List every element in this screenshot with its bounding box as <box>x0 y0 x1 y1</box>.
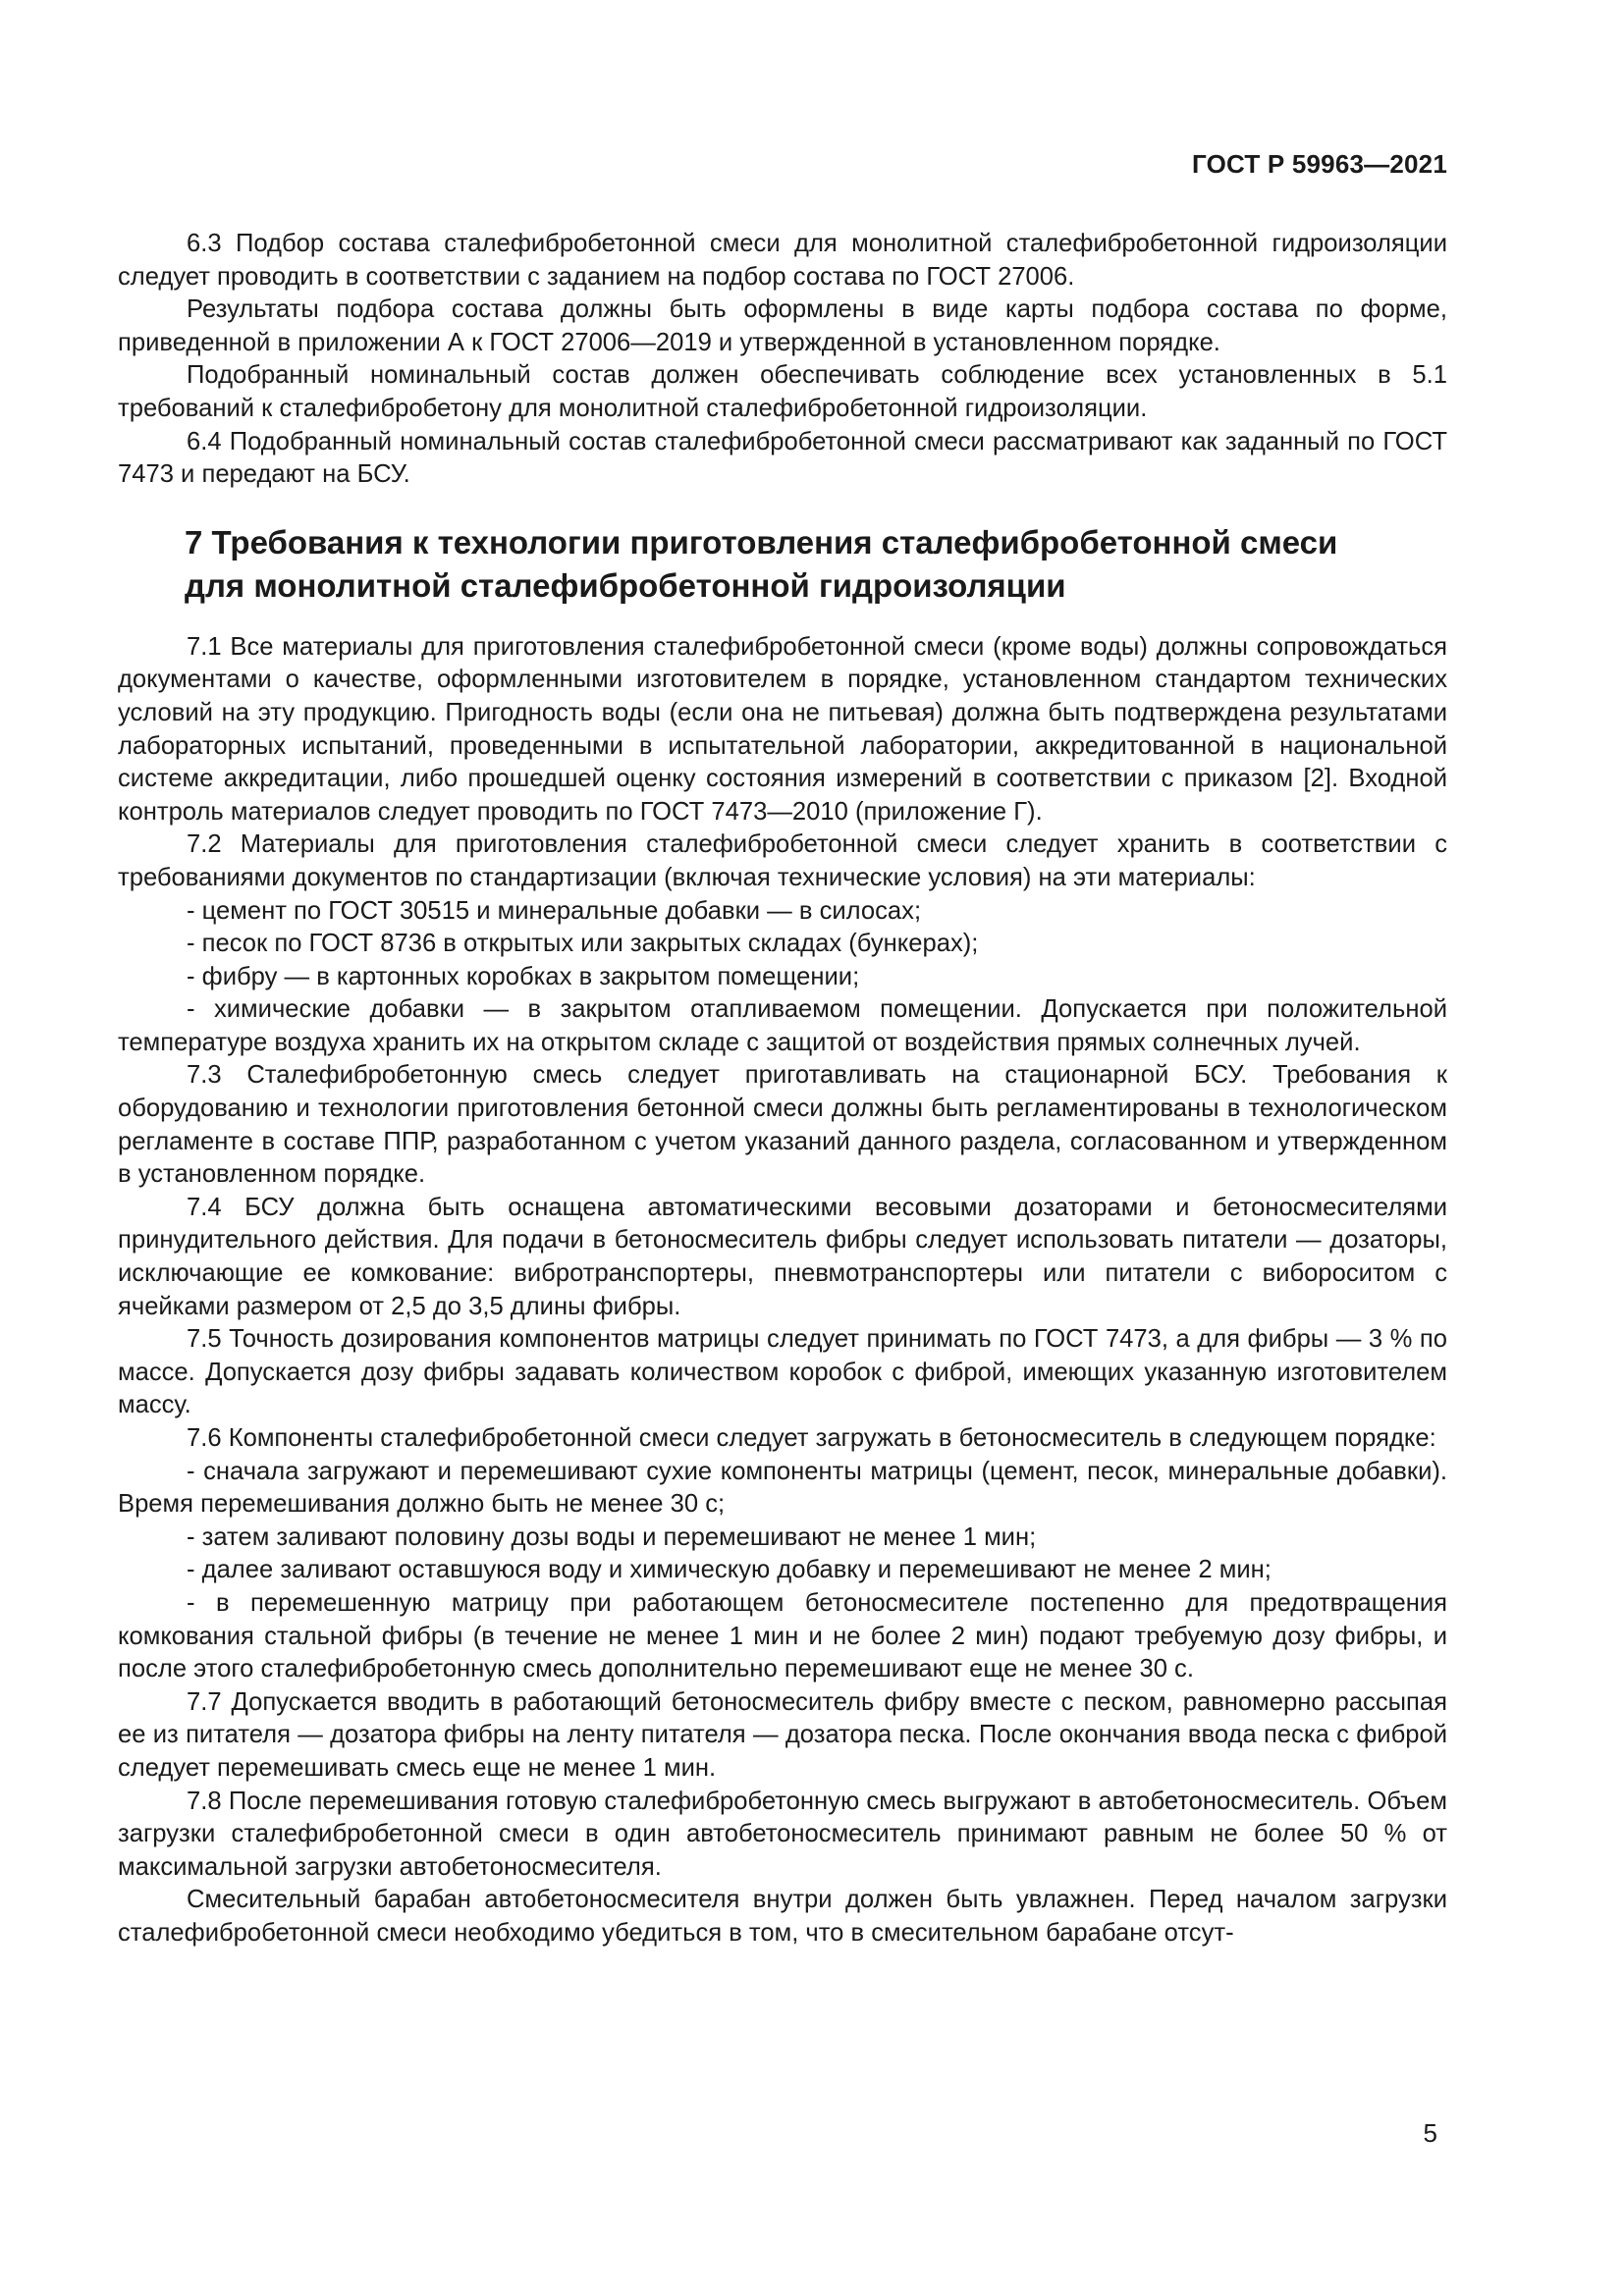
list-item-fiber: - фибру — в картонных коробках в закрытом помещении; <box>187 962 860 990</box>
paragraph-7-3: 7.3 Сталефибробетонную смесь следует приготавливать на стационарной БСУ. Требования к оборудованию и технологии приготовления бетонной смеси должны быть регламентированы в технологическом регламенте в составе ППР, разработанном с учетом указаний данного раздела, согласованном и утвержденном в установленном порядке. <box>118 1061 1447 1189</box>
paragraph-7-4: 7.4 БСУ должна быть оснащена автоматическими весовыми дозаторами и бетоносмесителями принудительного действия. Для подачи в бетоносмеситель фибры следует использовать питатели — дозаторы, исключающие ее комкование: вибротранспортеры, пневмотранспортеры или питатели с вибороситом с ячейками размером от 2,5 до 3,5 длины фибры. <box>118 1193 1447 1320</box>
paragraph-7-5: 7.5 Точность дозирования компонентов матрицы следует принимать по ГОСТ 7473, а для фибры — 3 % по массе. Допускается дозу фибры задавать количеством коробок с фиброй, имеющих указанную изготовителем массу. <box>118 1325 1447 1419</box>
list-item-sand: - песок по ГОСТ 8736 в открытых или закрытых складах (бункерах); <box>187 930 979 958</box>
list-item-cement: - цемент по ГОСТ 30515 и минеральные добавки — в силосах; <box>187 896 922 925</box>
paragraph-7-6: 7.6 Компоненты сталефибробетонной смеси следует загружать в бетоносмеситель в следующем порядке: <box>187 1424 1436 1452</box>
paragraph-6-4: 6.4 Подобранный номинальный состав сталефибробетонной смеси рассматривают как заданный по ГОСТ 7473 и передают на БСУ. <box>118 427 1447 489</box>
paragraph-nominal: Подобранный номинальный состав должен обеспечивать соблюдение всех установленных в 5.1 требований к сталефибробетону для монолитной сталефибробетонной гидроизоляции. <box>118 361 1447 422</box>
list-item-dry-mix: - сначала загружают и перемешивают сухие компоненты матрицы (цемент, песок, минеральные добавки). Время перемешивания должно быть не менее 30 с; <box>118 1457 1447 1519</box>
paragraph-7-7: 7.7 Допускается вводить в работающий бетоносмеситель фибру вместе с песком, равномерно рассыпая ее из питателя — дозатора фибры на ленту питателя — дозатора песка. После окончания ввода песка с фиброй следует перемешивать смесь еще не менее 1 мин. <box>118 1687 1447 1782</box>
list-item-add-fiber: - в перемешенную матрицу при работающем бетоносмесителе постепенно для предотвращения комкования стальной фибры (в течение не менее 1 мин и не более 2 мин) подают требуемую дозу фибры, и после этого сталефибробетонную смесь дополнительно перемешивают еще не менее 30 с. <box>118 1588 1447 1683</box>
paragraph-7-1: 7.1 Все материалы для приготовления сталефибробетонной смеси (кроме воды) должны сопровождаться документами о качестве, оформленными изготовителем в порядке, установленном стандартом технических условий на эту продукцию. Пригодность воды (если она не питьевая) должна быть подтверждена результатами лабораторных испытаний, проведенными в испытательной лаборатории, аккредитованной в национальной системе аккредитации, либо прошедшей оценку состояния измерений в соответствии с приказом [2]. Входной контроль материалов следует проводить по ГОСТ 7473—2010 (приложение Г). <box>118 632 1447 826</box>
paragraph-results: Результаты подбора состава должны быть оформлены в виде карты подбора состава по форме, приведенной в приложении А к ГОСТ 27006—2019 и утвержденной в установленном порядке. <box>118 295 1447 356</box>
document-code-header: ГОСТ Р 59963—2021 <box>1192 149 1447 179</box>
paragraph-7-8: 7.8 После перемешивания готовую сталефибробетонную смесь выгружают в автобетоносмеситель. Объем загрузки сталефибробетонной смеси в один автобетоносмеситель принимают равным не более 50 % от максимальной загрузки автобетоносмесителя. <box>118 1787 1447 1881</box>
paragraph-6-3: 6.3 Подбор состава сталефибробетонной смеси для монолитной сталефибробетонной гидроизоляции следует проводить в соответствии с заданием на подбор состава по ГОСТ 27006. <box>118 230 1447 291</box>
list-item-half-water: - затем заливают половину дозы воды и перемешивают не менее 1 мин; <box>187 1522 1037 1551</box>
paragraph-7-2: 7.2 Материалы для приготовления сталефибробетонной смеси следует хранить в соответствии с требованиями документов по стандартизации (включая технические условия) на эти материалы: <box>118 830 1447 891</box>
section-title-line-1: 7 Требования к технологии приготовления сталефибробетонной смеси <box>185 523 1338 561</box>
page-number: 5 <box>1423 2118 1437 2148</box>
section-7-title <box>185 521 1447 608</box>
page-content <box>118 228 1447 1950</box>
section-title-line-2: для монолитной сталефибробетонной гидроизоляции <box>185 566 1066 604</box>
list-item-rest-water: - далее заливают оставшуюся воду и химическую добавку и перемешивают не менее 2 мин; <box>187 1556 1272 1584</box>
list-item-chemicals: - химические добавки — в закрытом отапливаемом помещении. Допускается при положительной температуре воздуха хранить их на открытом складе с защитой от воздействия прямых солнечных лучей. <box>118 995 1447 1056</box>
paragraph-mixing-drum: Смесительный барабан автобетоносмесителя внутри должен быть увлажнен. Перед началом загрузки сталефибробетонной смеси необходимо убедиться в том, что в смесительном барабане отсут- <box>118 1886 1447 1947</box>
